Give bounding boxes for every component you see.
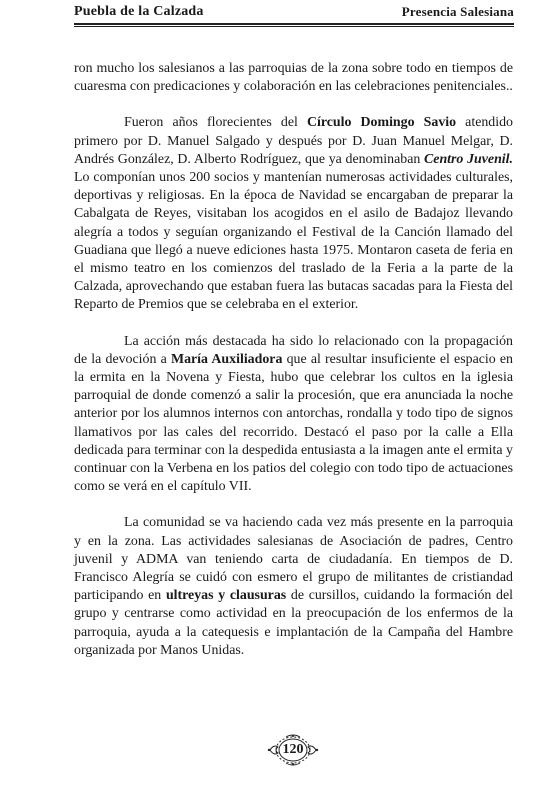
header-section-title: Presencia Salesiana: [401, 4, 514, 19]
paragraph-text: La acción más destacada ha sido lo relacionado con la propagación de la devoción a: [74, 333, 513, 367]
paragraph-continuation: [74, 60, 513, 96]
paragraph-maria-auxiliadora: [74, 333, 513, 497]
emphasis-centro-juvenil: Centro Juvenil.: [424, 151, 513, 167]
emphasis-circulo-domingo-savio: Círculo Domingo Savio: [306, 115, 457, 131]
header-rule-thin: [74, 26, 514, 27]
paragraph-text: de cursillos, cuidando la formación del grupo y centrarse como actividad en la preocupación de los enfermos de la parroquia, ayuda a la catequesis e implantación de la Campaña del Hambre organizada por Manos Unidas.: [74, 588, 514, 658]
running-header: [74, 4, 514, 22]
emphasis-maria-auxiliadora: María Auxiliadora: [170, 351, 283, 367]
paragraph-text: que al resultar insuficiente el espacio en la ermita en la Novena y Fiesta, hubo que celebrar los cultos en la iglesia parroquial de donde comenzó a salir la procesión, que era anunciada la noche anterior por los alumnos internos con antorchas, rondalla y todo tipo de signos llamativos por las cales del recorrido. Destacó el paso por la calle a Ella dedicada para terminar con la despedida entusiasta a la imagen ante el ermita y continuar con la Verbena en los patios del colegio con todo tipo de actuaciones como se verá en el capítulo VII.: [74, 351, 513, 495]
header-rule: [74, 23, 514, 25]
paragraph-text: Lo componían unos 200 socios y mantenían numerosas actividades culturales, deportivas y religiosas. En la época de Navidad se encargaban de preparar la Cabalgata de Reyes, visitaban los acogidos en el asilo de Badajoz llevando alegría a todos y seguían organizando el Festival de la Canción llamado del Guadiana que llegó a nueve ediciones hasta 1975. Montaron caseta de feria en el mismo teatro en los comienzos del traslado de la Feria a la parte de la Calzada, aprovechando que estaban fuera las butacas sacadas para la Fiesta del Reparto de Premios que se celebraba en el exterior.: [74, 170, 513, 313]
header-book-title: Puebla de la Calzada: [74, 4, 204, 19]
page-body: [74, 60, 513, 678]
page-number: 120: [282, 742, 304, 757]
page-footer: [266, 734, 320, 766]
paragraph-circulo: [74, 114, 513, 314]
paragraph-comunidad: [74, 514, 513, 660]
emphasis-ultreyas: ultreyas y clausuras: [165, 588, 287, 604]
paragraph-text: ron mucho los salesianos a las parroquias de la zona sobre todo en tiempos de cuaresma con predicaciones y colaboración en las celebraciones penitenciales..: [74, 61, 513, 95]
paragraph-text: La comunidad se va haciendo cada vez más presente en la parroquia y en la zona. Las actividades salesianas de Asociación de padres, Centro juvenil y ADMA van teniendo carta de ciudadanía. En tiempos de D. Francisco Alegría se cuidó con esmero el grupo de militantes de cristiandad participando en: [74, 515, 513, 604]
paragraph-text: Fueron años florecientes del: [124, 115, 307, 131]
paragraph-text: atendido primero por D. Manuel Salgado y después por D. Juan Manuel Melgar, D. Andrés González, D. Alberto Rodríguez, que ya denominaban: [74, 115, 513, 167]
